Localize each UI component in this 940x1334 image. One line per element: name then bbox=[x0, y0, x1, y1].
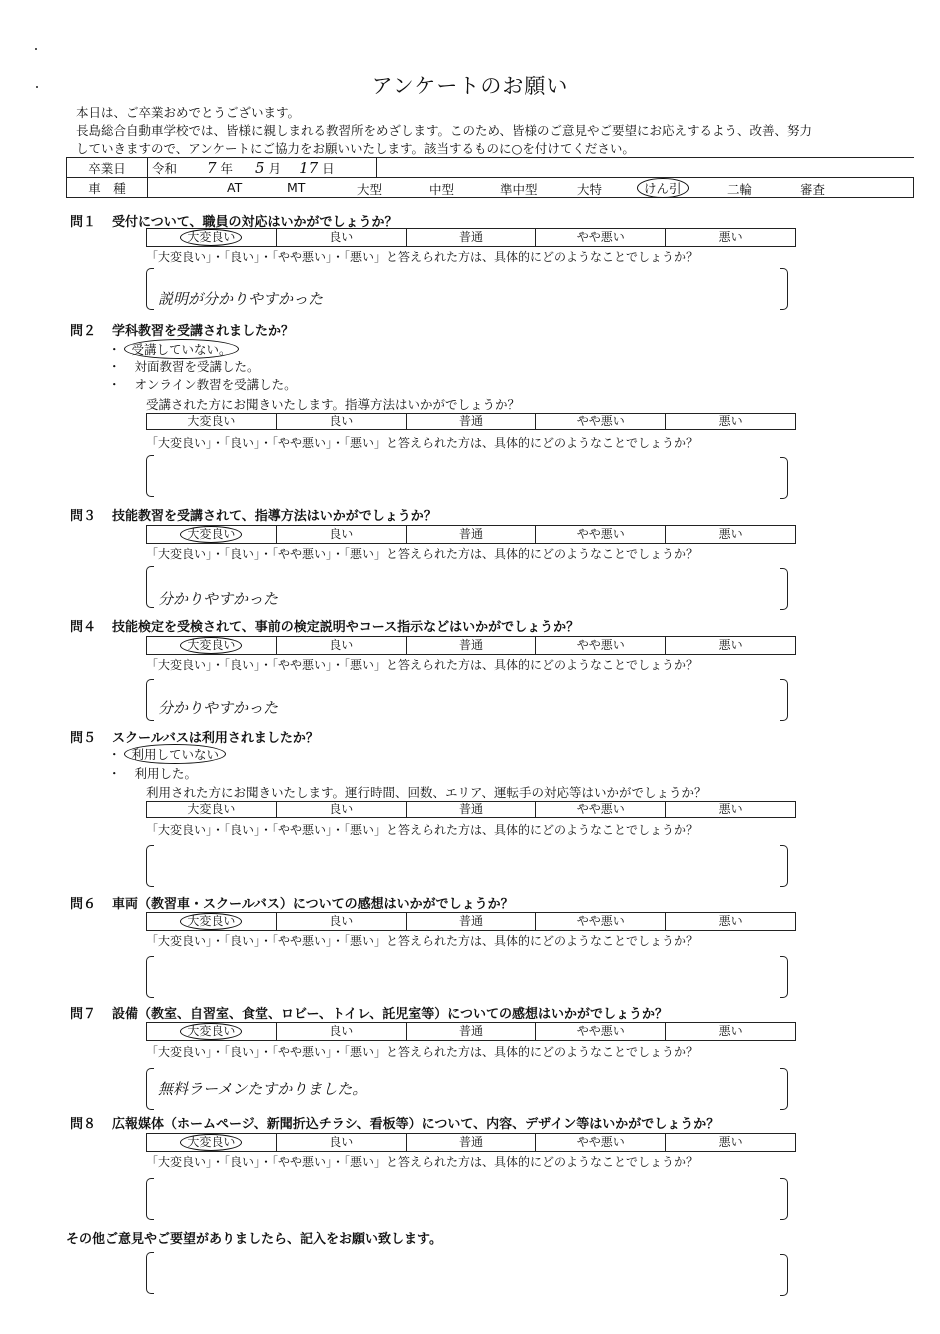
follow-up-text: 「大変良い」・「良い」・「やや悪い」・「悪い」と答えられた方は、具体的にどのようなことでしょうか？ bbox=[146, 436, 699, 450]
follow-up-text: 「大変良い」・「良い」・「やや悪い」・「悪い」と答えられた方は、具体的にどのようなことでしょうか？ bbox=[146, 547, 699, 561]
rating-option[interactable]: 大変良い bbox=[147, 1134, 277, 1152]
rating-option[interactable]: 普通 bbox=[406, 802, 536, 818]
rating-option[interactable]: 悪い bbox=[666, 229, 796, 247]
q2-number: 問２ bbox=[70, 324, 97, 339]
rating-option[interactable]: 大変良い bbox=[147, 802, 277, 818]
q4-number: 問４ bbox=[70, 620, 97, 635]
q5-text: スクールバスは利用されましたか？ bbox=[112, 731, 319, 746]
rating-option[interactable]: 悪い bbox=[666, 414, 796, 430]
follow-up-text: 「大変良い」・「良い」・「やや悪い」・「悪い」と答えられた方は、具体的にどのようなことでしょうか？ bbox=[146, 823, 699, 837]
grad-year[interactable]: 7 bbox=[207, 158, 217, 177]
rating-option[interactable]: 悪い bbox=[666, 1134, 796, 1152]
final-request: その他ご意見やご要望がありましたら、記入をお願い致します。 bbox=[66, 1232, 442, 1247]
rating-option[interactable]: やや悪い bbox=[536, 913, 666, 931]
comment-bracket-right bbox=[780, 457, 788, 499]
rating-option[interactable]: 普通 bbox=[406, 229, 536, 247]
vehicle-large[interactable]: 大型 bbox=[357, 182, 383, 197]
comment-bracket-left bbox=[146, 566, 154, 608]
q4-rating bbox=[146, 636, 796, 655]
scan-speck bbox=[35, 48, 37, 50]
intro-line: 長島総合自動車学校では、皆様に親しまれる教習所をめざします。このため、皆様のご意見やご要望にお応えするよう、改善、努力 bbox=[76, 123, 813, 138]
rating-option[interactable]: やや悪い bbox=[536, 414, 666, 430]
q1-number: 問１ bbox=[70, 215, 97, 230]
q7-rating bbox=[146, 1022, 796, 1041]
comment-bracket-left bbox=[146, 1178, 154, 1220]
rating-option[interactable]: 良い bbox=[276, 229, 406, 247]
comment-bracket-left bbox=[146, 679, 154, 721]
rating-option[interactable]: 良い bbox=[276, 637, 406, 655]
rating-option[interactable]: 大変良い bbox=[147, 913, 277, 931]
rating-option[interactable]: やや悪い bbox=[536, 1023, 666, 1041]
q2-text: 学科教習を受講されましたか？ bbox=[112, 324, 295, 339]
rating-option[interactable]: 良い bbox=[276, 1134, 406, 1152]
rating-option[interactable]: 普通 bbox=[406, 526, 536, 544]
comment-bracket-right bbox=[780, 845, 788, 887]
rating-option[interactable]: 大変良い bbox=[147, 229, 277, 247]
vehicle-medium[interactable]: 中型 bbox=[429, 182, 455, 197]
comment-bracket-right bbox=[780, 1254, 788, 1296]
rating-option[interactable]: 普通 bbox=[406, 1134, 536, 1152]
month-unit: 月 bbox=[268, 160, 282, 176]
follow-up-text: 「大変良い」・「良い」・「やや悪い」・「悪い」と答えられた方は、具体的にどのようなことでしょうか？ bbox=[146, 250, 699, 264]
q2-rating bbox=[146, 413, 796, 430]
rating-option[interactable]: 良い bbox=[276, 414, 406, 430]
rating-option[interactable]: 大変良い bbox=[147, 414, 277, 430]
page-title: アンケートのお願い bbox=[371, 74, 569, 98]
comment-bracket-right bbox=[780, 956, 788, 998]
intro-line: 本日は、ご卒業おめでとうございます。 bbox=[76, 105, 301, 120]
follow-up-text: 「大変良い」・「良い」・「やや悪い」・「悪い」と答えられた方は、具体的にどのようなことでしょうか？ bbox=[146, 658, 699, 672]
q7-comment[interactable]: 無料ラーメンたすかりました。 bbox=[158, 1080, 368, 1098]
comment-bracket-left bbox=[146, 1068, 154, 1110]
q8-number: 問８ bbox=[70, 1117, 97, 1132]
comment-bracket-right bbox=[780, 679, 788, 721]
q5-option-selected[interactable]: ・ 利用していない bbox=[108, 744, 226, 764]
q2-sub-question: 受講された方にお聞きいたします。指導方法はいかがでしょうか？ bbox=[146, 397, 521, 412]
q1-text: 受付について、職員の対応はいかがでしょうか？ bbox=[112, 215, 398, 230]
q7-text: 設備（教室、自習室、食堂、ロビー、トイレ、託児室等）についての感想はいかがでしょうか？ bbox=[112, 1007, 669, 1022]
q5-number: 問５ bbox=[70, 731, 97, 746]
rating-option[interactable]: 普通 bbox=[406, 637, 536, 655]
q1-rating bbox=[146, 228, 796, 247]
comment-bracket-left bbox=[146, 1252, 154, 1294]
comment-bracket-left bbox=[146, 845, 154, 887]
q8-rating bbox=[146, 1133, 796, 1152]
follow-up-text: 「大変良い」・「良い」・「やや悪い」・「悪い」と答えられた方は、具体的にどのようなことでしょうか？ bbox=[146, 1155, 699, 1169]
comment-bracket-right bbox=[780, 1068, 788, 1110]
q6-number: 問６ bbox=[70, 897, 97, 912]
rating-option[interactable]: 普通 bbox=[406, 1023, 536, 1041]
grad-month[interactable]: 5 bbox=[255, 158, 265, 177]
rating-option[interactable]: 悪い bbox=[666, 802, 796, 818]
rating-option[interactable]: やや悪い bbox=[536, 637, 666, 655]
rating-option[interactable]: 大変良い bbox=[147, 637, 277, 655]
era: 令和 bbox=[152, 160, 178, 176]
q6-rating bbox=[146, 912, 796, 931]
rating-option[interactable]: 普通 bbox=[406, 913, 536, 931]
vehicle-mt[interactable]: MT bbox=[287, 180, 306, 195]
rating-option[interactable]: 悪い bbox=[666, 1023, 796, 1041]
q1-comment[interactable]: 説明が分かりやすかった bbox=[158, 290, 324, 308]
q3-number: 問３ bbox=[70, 509, 97, 524]
rating-option[interactable]: 良い bbox=[276, 802, 406, 818]
vehicle-label: 車 種 bbox=[67, 178, 148, 198]
vehicle-special[interactable]: 大特 bbox=[577, 182, 603, 197]
rating-option[interactable]: 大変良い bbox=[147, 526, 277, 544]
follow-up-text: 「大変良い」・「良い」・「やや悪い」・「悪い」と答えられた方は、具体的にどのようなことでしょうか？ bbox=[146, 1045, 699, 1059]
scan-speck bbox=[36, 86, 38, 88]
q2-option[interactable]: ・ オンライン教習を受講した。 bbox=[108, 377, 297, 392]
info-table bbox=[66, 157, 914, 198]
follow-up-text: 「大変良い」・「良い」・「やや悪い」・「悪い」と答えられた方は、具体的にどのようなことでしょうか？ bbox=[146, 934, 699, 948]
rating-option[interactable]: やや悪い bbox=[536, 802, 666, 818]
rating-option[interactable]: やや悪い bbox=[536, 229, 666, 247]
comment-bracket-left bbox=[146, 956, 154, 998]
q5-sub-question: 利用された方にお聞きいたします。運行時間、回数、エリア、運転手の対応等はいかがでしょうか？ bbox=[146, 785, 707, 800]
rating-option[interactable]: 良い bbox=[276, 913, 406, 931]
q5-option[interactable]: ・ 利用した。 bbox=[108, 766, 197, 781]
vehicle-semi-medium[interactable]: 準中型 bbox=[500, 182, 538, 197]
rating-option[interactable]: 悪い bbox=[666, 526, 796, 544]
day-unit: 日 bbox=[322, 160, 335, 176]
rating-option[interactable]: 良い bbox=[276, 1023, 406, 1041]
comment-bracket-right bbox=[780, 568, 788, 610]
q3-rating bbox=[146, 525, 796, 544]
vehicle-motorcycle[interactable]: 二輪 bbox=[727, 182, 753, 197]
rating-option[interactable]: 悪い bbox=[666, 913, 796, 931]
comment-bracket-right bbox=[780, 268, 788, 310]
rating-option[interactable]: やや悪い bbox=[536, 1134, 666, 1152]
rating-option[interactable]: 良い bbox=[276, 526, 406, 544]
grad-day[interactable]: 17 bbox=[299, 158, 319, 177]
year-unit: 年 bbox=[220, 160, 234, 176]
comment-bracket-right bbox=[780, 1178, 788, 1220]
intro-line: していきますので、アンケートにご協力をお願いいたします。該当するものに○を付けてください。 bbox=[76, 141, 635, 156]
rating-option[interactable]: 普通 bbox=[406, 414, 536, 430]
rating-option[interactable]: やや悪い bbox=[536, 526, 666, 544]
vehicle-at[interactable]: AT bbox=[227, 180, 243, 195]
q5-rating bbox=[146, 801, 796, 818]
q7-number: 問７ bbox=[70, 1007, 97, 1022]
q3-comment[interactable]: 分かりやすかった bbox=[158, 590, 279, 608]
q6-text: 車両（教習車・スクールバス）についての感想はいかがでしょうか？ bbox=[112, 897, 514, 912]
q2-option[interactable]: ・ 対面教習を受講した。 bbox=[108, 359, 260, 374]
q4-comment[interactable]: 分かりやすかった bbox=[158, 699, 279, 717]
comment-bracket-left bbox=[146, 268, 154, 310]
q4-text: 技能検定を受検されて、事前の検定説明やコース指示などはいかがでしょうか？ bbox=[112, 620, 580, 635]
q3-text: 技能教習を受講されて、指導方法はいかがでしょうか？ bbox=[112, 509, 437, 524]
comment-bracket-left bbox=[146, 455, 154, 497]
vehicle-towing-selected[interactable]: けん引 bbox=[637, 178, 689, 198]
q8-text: 広報媒体（ホームページ、新聞折込チラシ、看板等）について、内容、デザイン等はいかがでしょうか？ bbox=[112, 1117, 720, 1132]
vehicle-exam[interactable]: 審査 bbox=[800, 182, 826, 197]
grad-date-label: 卒業日 bbox=[67, 158, 148, 178]
rating-option[interactable]: 大変良い bbox=[147, 1023, 277, 1041]
rating-option[interactable]: 悪い bbox=[666, 637, 796, 655]
q2-option-selected[interactable]: ・ 受講していない。 bbox=[108, 339, 239, 359]
